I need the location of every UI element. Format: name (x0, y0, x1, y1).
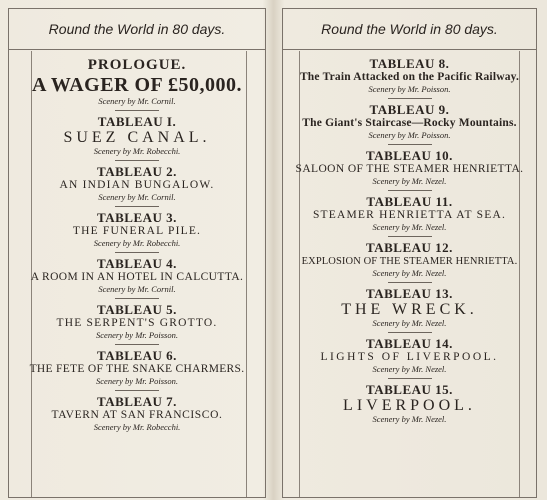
tableau-15 (283, 383, 536, 425)
tableau-scenery: Scenery by Mr. Cornil. (98, 284, 176, 294)
left-page (8, 8, 266, 498)
tableau-label: TABLEAU 4. (97, 256, 177, 271)
tableau-title: A ROOM IN AN HOTEL IN CALCUTTA. (30, 271, 244, 283)
tableau-scenery: Scenery by Mr. Poisson. (368, 130, 451, 140)
divider-rule (115, 110, 159, 111)
tableau-title: The Train Attacked on the Pacific Railway. (299, 71, 520, 83)
tableau-title: The Giant's Staircase—Rocky Mountains. (302, 117, 517, 129)
divider-rule (115, 160, 159, 161)
divider-rule (388, 378, 432, 379)
tableau-11 (283, 195, 536, 237)
divider-rule (388, 190, 432, 191)
prologue-label: PROLOGUE. (87, 57, 187, 73)
right-content (283, 57, 536, 425)
left-content (9, 57, 265, 433)
tableau-title: SALOON OF THE STEAMER HENRIETTA. (295, 163, 524, 175)
tableau-scenery: Scenery by Mr. Robecchi. (93, 422, 181, 432)
tableau-title: EXPLOSION OF THE STEAMER HENRIETTA. (301, 256, 518, 267)
tableau-title: AN INDIAN BUNGALOW. (59, 179, 215, 191)
right-page (282, 8, 537, 498)
tableau-label: TABLEAU 6. (97, 348, 177, 363)
tableau-scenery: Scenery by Mr. Nezel. (372, 364, 447, 374)
right-header: Round the World in 80 days. (283, 9, 536, 50)
tableau-5 (9, 303, 265, 345)
tableau-title: THE SERPENT'S GROTTO. (56, 317, 218, 329)
tableau-title: LIGHTS OF LIVERPOOL. (320, 351, 499, 363)
divider-rule (115, 206, 159, 207)
left-header: Round the World in 80 days. (9, 9, 265, 50)
tableau-scenery: Scenery by Mr. Nezel. (372, 318, 447, 328)
tableau-scenery: Scenery by Mr. Nezel. (372, 268, 447, 278)
tableau-label: TABLEAU 11. (366, 194, 453, 209)
tableau-4 (9, 257, 265, 299)
tableau-label: TABLEAU 3. (97, 210, 177, 225)
tableau-label: TABLEAU 2. (97, 164, 177, 179)
divider-rule (388, 282, 432, 283)
tableau-label: TABLEAU 7. (97, 394, 177, 409)
divider-rule (388, 236, 432, 237)
tableau-12 (283, 241, 536, 283)
tableau-9 (283, 103, 536, 145)
tableau-scenery: Scenery by Mr. Nezel. (372, 176, 447, 186)
tableau-scenery: Scenery by Mr. Nezel. (372, 222, 447, 232)
tableau-1 (9, 115, 265, 161)
tableau-label: TABLEAU 10. (366, 148, 453, 163)
tableau-label: TABLEAU 9. (369, 102, 450, 117)
divider-rule (388, 332, 432, 333)
tableau-8 (283, 57, 536, 99)
tableau-scenery: Scenery by Mr. Cornil. (98, 192, 176, 202)
tableau-title: TAVERN AT SAN FRANCISCO. (51, 409, 223, 421)
tableau-label: TABLEAU I. (97, 114, 177, 129)
divider-rule (115, 344, 159, 345)
tableau-label: TABLEAU 14. (366, 336, 453, 351)
prologue-scenery: Scenery by Mr. Cornil. (98, 96, 176, 106)
prologue-block (9, 57, 265, 111)
divider-rule (388, 144, 432, 145)
divider-rule (115, 252, 159, 253)
tableau-3 (9, 211, 265, 253)
tableau-title: STEAMER HENRIETTA AT SEA. (312, 209, 507, 221)
tableau-title: SUEZ CANAL. (63, 129, 211, 146)
tableau-label: TABLEAU 12. (366, 240, 453, 255)
tableau-label: TABLEAU 13. (366, 286, 453, 301)
tableau-13 (283, 287, 536, 333)
tableau-title: THE WRECK. (341, 301, 478, 318)
divider-rule (388, 98, 432, 99)
divider-rule (115, 298, 159, 299)
divider-rule (115, 390, 159, 391)
tableau-scenery: Scenery by Mr. Poisson. (96, 330, 178, 340)
prologue-title: A WAGER OF £50,000. (31, 74, 243, 96)
tableau-label: TABLEAU 8. (369, 56, 450, 71)
tableau-title: THE FUNERAL PILE. (72, 225, 202, 237)
tableau-7 (9, 395, 265, 433)
tableau-10 (283, 149, 536, 191)
tableau-label: TABLEAU 15. (366, 382, 453, 397)
tableau-title: THE FETE OF THE SNAKE CHARMERS. (29, 363, 245, 375)
tableau-14 (283, 337, 536, 379)
tableau-title: LIVERPOOL. (343, 397, 476, 414)
tableau-2 (9, 165, 265, 207)
tableau-scenery: Scenery by Mr. Poisson. (368, 84, 451, 94)
tableau-label: TABLEAU 5. (97, 302, 177, 317)
tableau-scenery: Scenery by Mr. Nezel. (372, 414, 447, 424)
tableau-scenery: Scenery by Mr. Robecchi. (93, 238, 181, 248)
tableau-6 (9, 349, 265, 391)
tableau-scenery: Scenery by Mr. Robecchi. (93, 146, 181, 156)
tableau-scenery: Scenery by Mr. Poisson. (96, 376, 178, 386)
